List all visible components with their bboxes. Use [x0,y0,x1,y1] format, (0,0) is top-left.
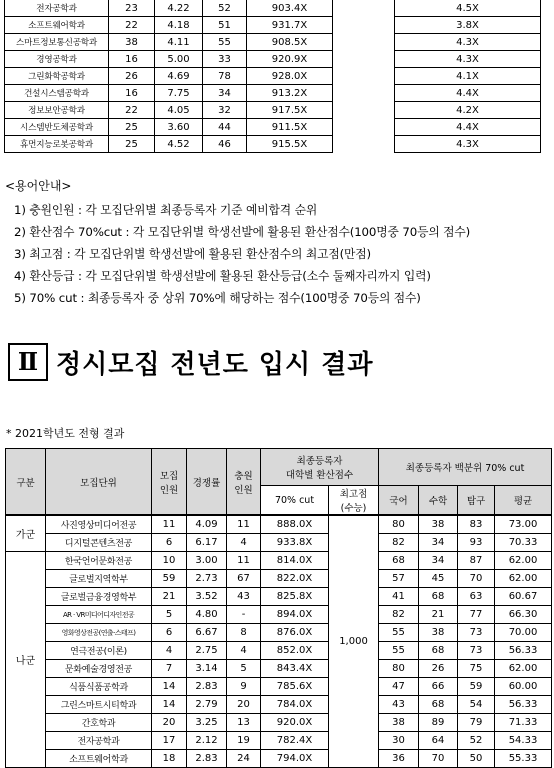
quota-value: 7 [152,660,187,678]
math-value: 38 [419,515,458,534]
extra-value: 13 [227,714,261,732]
quota-value: 14 [152,678,187,696]
quota-value: 5 [152,606,187,624]
header-average: 평균 [495,486,552,516]
math-value: 68 [419,588,458,606]
cut70-value: 814.0X [261,552,329,570]
unit-name: 한국언어문화전공 [46,552,152,570]
extra-value: - [227,606,261,624]
korean-value: 55 [379,642,419,660]
header-unit: 모집단위 [46,449,152,516]
result-row [6,750,552,768]
unit-name: 글로벌금융경영학부 [46,588,152,606]
terms-guide-title: <용어안내> [5,179,72,193]
cut70-value: 920.0X [261,714,329,732]
cut70-value: 784.0X [261,696,329,714]
header-group: 구분 [6,449,46,516]
grade-value: 3.8X [395,17,541,34]
korean-value: 30 [379,732,419,750]
term-note-4: 4) 환산등급 : 각 모집단위별 학생선발에 활용된 환산등급(소수 둘째자리까지 입력) [14,269,431,283]
korean-value: 47 [379,678,419,696]
unit-name: 영화영상전공(연출·스태프) [46,624,152,642]
result-row [6,534,552,552]
extra-value: 5 [227,660,261,678]
average-value: 62.00 [495,660,552,678]
header-math: 수학 [419,486,458,516]
cut70-value: 825.8X [261,588,329,606]
average-value: 73.00 [495,515,552,534]
max-score: 1,000 [329,515,379,768]
competition-value: 2.75 [187,642,227,660]
blank-cell [333,136,395,153]
header-cut70: 70% cut [261,486,329,516]
enrolled-value: 34 [203,85,247,102]
average-value: 54.33 [495,732,552,750]
competition-value: 2.79 [187,696,227,714]
result-row [6,515,552,534]
extra-value: 4 [227,642,261,660]
previous-results-table [4,0,541,153]
top-table-row [5,51,541,68]
math-value: 34 [419,552,458,570]
result-row [6,714,552,732]
score-value: 911.5X [247,119,333,136]
average-value: 70.00 [495,624,552,642]
competition-value: 6.17 [187,534,227,552]
competition-value: 23 [109,0,155,17]
inquiry-value: 54 [458,696,495,714]
competition-value: 4.80 [187,606,227,624]
quota-value: 17 [152,732,187,750]
blank-cell [333,51,395,68]
top-table-row [5,34,541,51]
dept-name: 소프트웨어학과 [5,17,109,34]
unit-name: 식품식품공학과 [46,678,152,696]
math-value: 45 [419,570,458,588]
score-value: 920.9X [247,51,333,68]
quota-value: 11 [152,515,187,534]
enrolled-value: 51 [203,17,247,34]
result-row [6,570,552,588]
result-row [6,732,552,750]
header-final-score: 최종등록자 대학별 환산점수 [261,449,379,486]
cut70-value: 876.0X [261,624,329,642]
rate-value: 4.52 [155,136,203,153]
rate-value: 5.00 [155,51,203,68]
rate-value: 3.60 [155,119,203,136]
enrolled-value: 55 [203,34,247,51]
average-value: 70.33 [495,534,552,552]
korean-value: 68 [379,552,419,570]
term-note-5: 5) 70% cut : 최종등록자 중 상위 70%에 해당하는 점수(100명중 70등의 점수) [14,291,421,305]
unit-name: 연극전공(이론) [46,642,152,660]
extra-value: 20 [227,696,261,714]
cut70-value: 933.8X [261,534,329,552]
korean-value: 38 [379,714,419,732]
inquiry-value: 50 [458,750,495,768]
average-value: 62.00 [495,570,552,588]
average-value: 66.30 [495,606,552,624]
competition-value: 3.00 [187,552,227,570]
quota-value: 6 [152,534,187,552]
inquiry-value: 93 [458,534,495,552]
result-row [6,660,552,678]
grade-value: 4.2X [395,102,541,119]
korean-value: 82 [379,534,419,552]
score-value: 917.5X [247,102,333,119]
extra-value: 24 [227,750,261,768]
section-title: 정시모집 전년도 입시 결과 [56,349,374,380]
competition-value: 3.52 [187,588,227,606]
result-row [6,696,552,714]
grade-value: 4.4X [395,85,541,102]
average-value: 56.33 [495,642,552,660]
competition-value: 25 [109,136,155,153]
score-value: 908.5X [247,34,333,51]
inquiry-value: 87 [458,552,495,570]
unit-name: 소프트웨어학과 [46,750,152,768]
average-value: 71.33 [495,714,552,732]
score-value: 903.4X [247,0,333,17]
result-row [6,588,552,606]
term-note-3: 3) 최고점 : 각 모집단위별 학생선발에 활용된 환산점수의 최고점(만점) [14,247,371,261]
score-value: 913.2X [247,85,333,102]
extra-value: 9 [227,678,261,696]
enrolled-value: 52 [203,0,247,17]
inquiry-value: 63 [458,588,495,606]
korean-value: 82 [379,606,419,624]
average-value: 56.33 [495,696,552,714]
enrolled-value: 46 [203,136,247,153]
dept-name: 전자공학과 [5,0,109,17]
korean-value: 55 [379,624,419,642]
competition-value: 22 [109,102,155,119]
term-note-2: 2) 환산점수 70%cut : 각 모집단위별 학생선발에 활용된 환산점수(100명중 70등의 점수) [14,225,471,239]
math-value: 68 [419,642,458,660]
unit-name: 문화예술경영전공 [46,660,152,678]
blank-cell [333,17,395,34]
rate-value: 4.18 [155,17,203,34]
grade-value: 4.1X [395,68,541,85]
inquiry-value: 73 [458,642,495,660]
top-table-row [5,119,541,136]
extra-value: 67 [227,570,261,588]
quota-value: 18 [152,750,187,768]
grade-value: 4.3X [395,34,541,51]
grade-value: 4.4X [395,119,541,136]
korean-value: 80 [379,515,419,534]
competition-value: 2.83 [187,678,227,696]
score-value: 928.0X [247,68,333,85]
inquiry-value: 59 [458,678,495,696]
korean-value: 57 [379,570,419,588]
grade-value: 4.3X [395,51,541,68]
math-value: 21 [419,606,458,624]
term-note-1: 1) 충원인원 : 각 모집단위별 최종등록자 기준 예비합격 순위 [14,203,318,217]
header-inquiry: 탐구 [458,486,495,516]
average-value: 62.00 [495,552,552,570]
top-table-row [5,102,541,119]
top-table-row [5,17,541,34]
group-label: 나군 [6,552,46,768]
result-row [6,642,552,660]
blank-cell [333,102,395,119]
inquiry-value: 52 [458,732,495,750]
inquiry-value: 75 [458,660,495,678]
dept-name: 정보보안공학과 [5,102,109,119]
header-max: 최고점 (수능) [329,486,379,516]
competition-value: 26 [109,68,155,85]
math-value: 70 [419,750,458,768]
rate-value: 7.75 [155,85,203,102]
unit-name: AR · VR미디어디자인전공 [46,606,152,624]
extra-value: 11 [227,515,261,534]
inquiry-value: 77 [458,606,495,624]
average-value: 60.00 [495,678,552,696]
inquiry-value: 83 [458,515,495,534]
dept-name: 휴먼지능로봇공학과 [5,136,109,153]
top-table-row [5,136,541,153]
unit-name: 전자공학과 [46,732,152,750]
inquiry-value: 73 [458,624,495,642]
unit-name: 디지털콘텐츠전공 [46,534,152,552]
grade-value: 4.3X [395,136,541,153]
result-row [6,606,552,624]
inquiry-value: 79 [458,714,495,732]
blank-cell [333,119,395,136]
result-row [6,678,552,696]
blank-cell [333,68,395,85]
math-value: 66 [419,678,458,696]
dept-name: 경영공학과 [5,51,109,68]
extra-value: 43 [227,588,261,606]
top-table-row [5,85,541,102]
competition-value: 22 [109,17,155,34]
rate-value: 4.11 [155,34,203,51]
unit-name: 사진영상미디어전공 [46,515,152,534]
competition-value: 16 [109,51,155,68]
dept-name: 스마트정보통신공학과 [5,34,109,51]
korean-value: 41 [379,588,419,606]
enrolled-value: 32 [203,102,247,119]
competition-value: 3.14 [187,660,227,678]
header-competition: 경쟁률 [187,449,227,516]
quota-value: 4 [152,642,187,660]
dept-name: 건설시스템공학과 [5,85,109,102]
competition-value: 4.09 [187,515,227,534]
extra-value: 19 [227,732,261,750]
competition-value: 2.73 [187,570,227,588]
cut70-value: 785.6X [261,678,329,696]
quota-value: 14 [152,696,187,714]
quota-value: 59 [152,570,187,588]
math-value: 38 [419,624,458,642]
cut70-value: 894.0X [261,606,329,624]
math-value: 68 [419,696,458,714]
blank-cell [333,34,395,51]
competition-value: 25 [109,119,155,136]
cut70-value: 843.4X [261,660,329,678]
quota-value: 6 [152,624,187,642]
group-label: 가군 [6,515,46,552]
math-value: 26 [419,660,458,678]
competition-value: 2.83 [187,750,227,768]
header-quota: 모집 인원 [152,449,187,516]
extra-value: 4 [227,534,261,552]
table-subtitle: * 2021학년도 전형 결과 [6,427,125,440]
cut70-value: 794.0X [261,750,329,768]
average-value: 55.33 [495,750,552,768]
grade-value: 4.5X [395,0,541,17]
average-value: 60.67 [495,588,552,606]
quota-value: 20 [152,714,187,732]
header-korean: 국어 [379,486,419,516]
blank-cell [333,0,395,17]
admission-results-table [5,448,552,768]
competition-value: 16 [109,85,155,102]
korean-value: 43 [379,696,419,714]
rate-value: 4.69 [155,68,203,85]
cut70-value: 782.4X [261,732,329,750]
score-value: 931.7X [247,17,333,34]
competition-value: 6.67 [187,624,227,642]
cut70-value: 852.0X [261,642,329,660]
competition-value: 38 [109,34,155,51]
cut70-value: 822.0X [261,570,329,588]
unit-name: 간호학과 [46,714,152,732]
competition-value: 3.25 [187,714,227,732]
rate-value: 4.05 [155,102,203,119]
unit-name: 글로벌지역학부 [46,570,152,588]
cut70-value: 888.0X [261,515,329,534]
top-table-row [5,68,541,85]
result-row [6,624,552,642]
enrolled-value: 78 [203,68,247,85]
enrolled-value: 33 [203,51,247,68]
enrolled-value: 44 [203,119,247,136]
korean-value: 80 [379,660,419,678]
section-number: Ⅱ [8,343,48,381]
dept-name: 그린화학공학과 [5,68,109,85]
inquiry-value: 70 [458,570,495,588]
top-table-row [5,0,541,17]
score-value: 915.5X [247,136,333,153]
quota-value: 21 [152,588,187,606]
blank-cell [333,85,395,102]
extra-value: 8 [227,624,261,642]
header-percentile: 최종등록자 백분위 70% cut [379,449,552,486]
rate-value: 4.22 [155,0,203,17]
unit-name: 그린스마트시티학과 [46,696,152,714]
result-row [6,552,552,570]
math-value: 89 [419,714,458,732]
math-value: 34 [419,534,458,552]
extra-value: 11 [227,552,261,570]
quota-value: 10 [152,552,187,570]
korean-value: 36 [379,750,419,768]
competition-value: 2.12 [187,732,227,750]
section-heading [8,343,373,381]
dept-name: 시스템반도체공학과 [5,119,109,136]
header-extra: 충원 인원 [227,449,261,516]
math-value: 64 [419,732,458,750]
